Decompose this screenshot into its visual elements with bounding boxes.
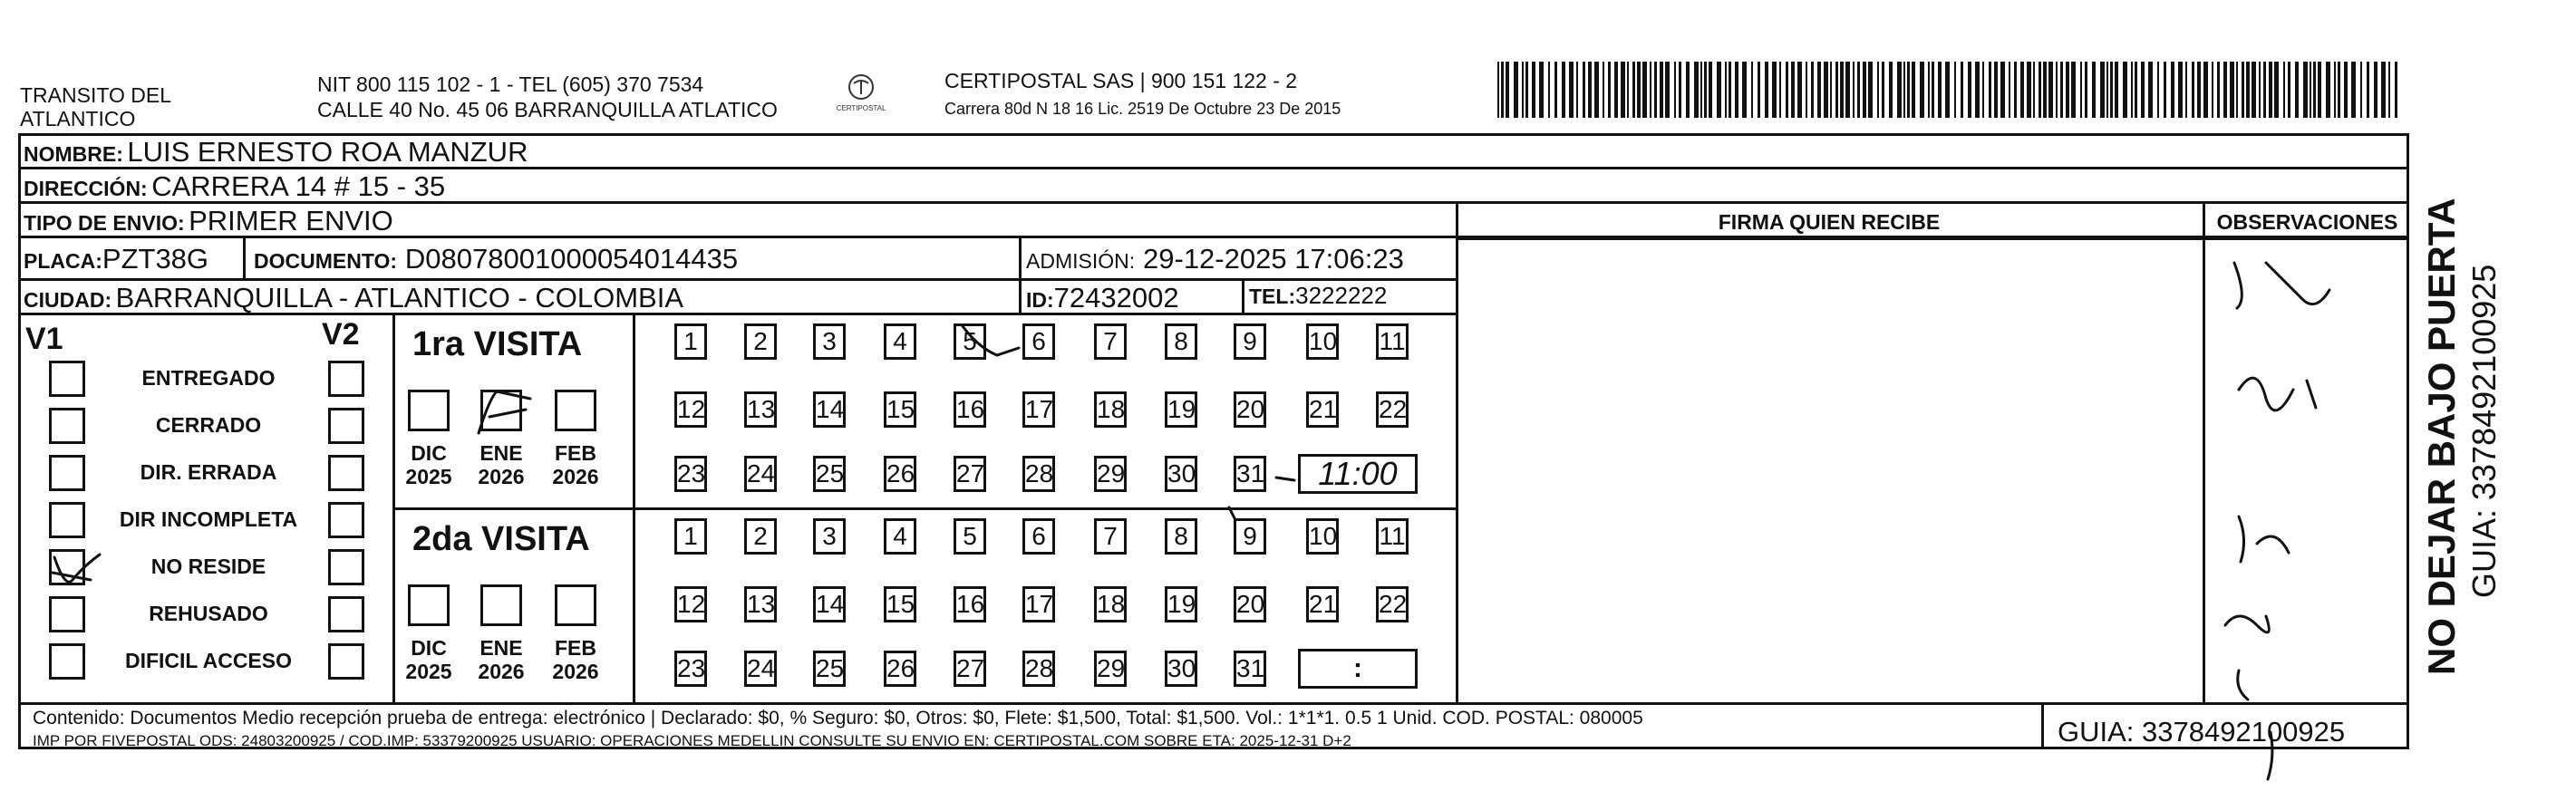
footer-imp: IMP POR FIVEPOSTAL ODS: 24803200925 / COD.IMP: 53379200925 USUARIO: OPERACIONES MEDELLIN CONSULTE SU ENVIO EN: CERTIPOSTAL.COM SOBRE ETA: 2025-12-31 D+2 <box>33 732 1351 749</box>
admision-value: 29-12-2025 17:06:23 <box>1143 243 1404 275</box>
day-box[interactable]: 10 <box>1306 518 1339 555</box>
documento-row: DOCUMENTO: D08078001000054014435 <box>254 243 739 275</box>
day-box[interactable]: 17 <box>1022 391 1055 428</box>
day-box[interactable]: 22 <box>1376 586 1409 622</box>
day-box[interactable]: 1 <box>674 518 707 555</box>
day-box[interactable]: 14 <box>813 391 846 428</box>
reason-label: NO RESIDE <box>150 555 266 578</box>
day-box[interactable]: 30 <box>1165 456 1197 492</box>
reason-label: ENTREGADO <box>141 366 276 390</box>
day-box[interactable]: 5 <box>954 518 986 555</box>
day-box[interactable]: 6 <box>1022 323 1055 360</box>
month-label: FEB 2026 <box>552 636 599 683</box>
visit-time-box[interactable]: : <box>1298 649 1418 689</box>
day-box[interactable]: 23 <box>674 456 707 492</box>
id-value: 72432002 <box>1053 282 1179 314</box>
direccion-value: CARRERA 14 # 15 - 35 <box>151 170 446 202</box>
documento-value: D08078001000054014435 <box>404 243 739 275</box>
tel-value: 3222222 <box>1295 282 1388 309</box>
day-box[interactable]: 15 <box>884 586 916 622</box>
day-box[interactable]: 29 <box>1094 456 1127 492</box>
company-name: CERTIPOSTAL SAS | 900 151 122 - 2 <box>944 69 1298 92</box>
ciudad-row: CIUDAD: BARRANQUILLA - ATLANTICO - COLOMBIA <box>24 282 684 314</box>
day-box[interactable]: 3 <box>813 518 846 555</box>
footer-guia: GUIA: 3378492100925 <box>2058 716 2346 748</box>
company-address: Carrera 80d N 18 16 Lic. 2519 De Octubre 23 De 2015 <box>944 100 1341 118</box>
day-box[interactable]: 25 <box>813 456 846 492</box>
svg-text:CERTIPOSTAL: CERTIPOSTAL <box>836 104 886 112</box>
month-label: FEB 2026 <box>552 441 599 488</box>
day-box[interactable]: 28 <box>1022 456 1055 492</box>
v2-label: V2 <box>322 317 360 352</box>
day-box[interactable]: 26 <box>884 651 916 687</box>
day-box[interactable]: 8 <box>1165 518 1197 555</box>
day-box[interactable]: 20 <box>1234 586 1266 622</box>
day-box[interactable]: 28 <box>1022 651 1055 687</box>
day-box[interactable]: 21 <box>1306 391 1339 428</box>
admision-row: ADMISIÓN: 29-12-2025 17:06:23 <box>1026 243 1404 275</box>
day-box[interactable]: 31 <box>1234 651 1266 687</box>
observaciones-header: OBSERVACIONES <box>2216 210 2398 234</box>
day-box[interactable]: 16 <box>954 391 986 428</box>
day-box[interactable]: 1 <box>674 323 707 360</box>
day-box[interactable]: 19 <box>1165 391 1197 428</box>
day-box[interactable]: 2 <box>744 518 777 555</box>
day-box[interactable]: 8 <box>1165 323 1197 360</box>
day-box[interactable]: 5 <box>954 323 986 360</box>
day-box[interactable]: 13 <box>744 391 777 428</box>
day-box[interactable]: 21 <box>1306 586 1339 622</box>
side-guia: GUIA: 3378492100925 <box>2465 264 2503 598</box>
tel-row: TEL:3222222 <box>1249 282 1388 309</box>
placa-row: PLACA:PZT38G <box>24 243 209 275</box>
month-label: ENE 2026 <box>478 441 525 488</box>
day-box[interactable]: 9 <box>1234 518 1266 555</box>
day-box[interactable]: 25 <box>813 651 846 687</box>
sender-name: TRANSITO DEL ATLANTICO <box>20 83 171 130</box>
reason-label: CERRADO <box>155 413 262 437</box>
day-box[interactable]: 4 <box>884 518 916 555</box>
visit-time-box[interactable]: 11:00 <box>1298 454 1418 494</box>
firma-header: FIRMA QUIEN RECIBE <box>1718 210 1941 234</box>
direccion-row: DIRECCIÓN: CARRERA 14 # 15 - 35 <box>24 170 446 202</box>
day-box[interactable]: 10 <box>1306 323 1339 360</box>
footer-contenido: Contenido: Documentos Medio recepción prueba de entrega: electrónico | Declarado: $0, % Seguro: $0, Otros: $0, Flete: $1,500, Total: $1,500. Vol.: 1*1*1. 0.5 1 Unid. COD. POSTAL: 080005 <box>33 708 1643 729</box>
id-row: ID:72432002 <box>1026 282 1179 314</box>
day-box[interactable]: 31 <box>1234 456 1266 492</box>
day-box[interactable]: 14 <box>813 586 846 622</box>
day-box[interactable]: 30 <box>1165 651 1197 687</box>
v1-label: V1 <box>25 322 63 356</box>
reason-label: DIR INCOMPLETA <box>119 507 298 531</box>
sender-nit: NIT 800 115 102 - 1 - TEL (605) 370 7534 <box>317 72 704 96</box>
day-box[interactable]: 7 <box>1094 518 1127 555</box>
day-box[interactable]: 18 <box>1094 586 1127 622</box>
placa-value: PZT38G <box>102 243 209 275</box>
day-box[interactable]: 6 <box>1022 518 1055 555</box>
day-box[interactable]: 29 <box>1094 651 1127 687</box>
nombre-row: NOMBRE: LUIS ERNESTO ROA MANZUR <box>24 136 528 168</box>
day-box[interactable]: 3 <box>813 323 846 360</box>
month-label: ENE 2026 <box>478 636 525 683</box>
day-box[interactable]: 15 <box>884 391 916 428</box>
day-box[interactable]: 26 <box>884 456 916 492</box>
day-box[interactable]: 27 <box>954 456 986 492</box>
visit-title: 1ra VISITA <box>412 325 583 363</box>
day-box[interactable]: 17 <box>1022 586 1055 622</box>
day-box[interactable]: 12 <box>674 586 707 622</box>
day-box[interactable]: 12 <box>674 391 707 428</box>
day-box[interactable]: 20 <box>1234 391 1266 428</box>
day-box[interactable]: 22 <box>1376 391 1409 428</box>
month-label: DIC 2025 <box>405 441 452 488</box>
day-box[interactable]: 9 <box>1234 323 1266 360</box>
day-box[interactable]: 2 <box>744 323 777 360</box>
day-box[interactable]: 11 <box>1376 518 1409 555</box>
day-box[interactable]: 23 <box>674 651 707 687</box>
ciudad-value: BARRANQUILLA - ATLANTICO - COLOMBIA <box>115 282 684 314</box>
day-box[interactable]: 4 <box>884 323 916 360</box>
nombre-value: LUIS ERNESTO ROA MANZUR <box>127 136 528 168</box>
day-box[interactable]: 7 <box>1094 323 1127 360</box>
day-box[interactable]: 19 <box>1165 586 1197 622</box>
day-box[interactable]: 24 <box>744 651 777 687</box>
reason-label: DIFICIL ACCESO <box>124 649 292 672</box>
tipo-envio-row: TIPO DE ENVIO: PRIMER ENVIO <box>24 205 393 236</box>
day-box[interactable]: 16 <box>954 586 986 622</box>
no-dejar-bajo-puerta: NO DEJAR BAJO PUERTA <box>2420 198 2463 675</box>
day-box[interactable]: 18 <box>1094 391 1127 428</box>
day-box[interactable]: 24 <box>744 456 777 492</box>
day-box[interactable]: 27 <box>954 651 986 687</box>
sender-address: CALLE 40 No. 45 06 BARRANQUILLA ATLATICO <box>317 98 778 121</box>
reason-label: REHUSADO <box>149 602 268 625</box>
reason-label: DIR. ERRADA <box>140 460 277 484</box>
tipo-envio-value: PRIMER ENVIO <box>189 205 393 236</box>
day-box[interactable]: 13 <box>744 586 777 622</box>
day-box[interactable]: 11 <box>1376 323 1409 360</box>
month-label: DIC 2025 <box>405 636 452 683</box>
visit-title: 2da VISITA <box>412 520 590 558</box>
